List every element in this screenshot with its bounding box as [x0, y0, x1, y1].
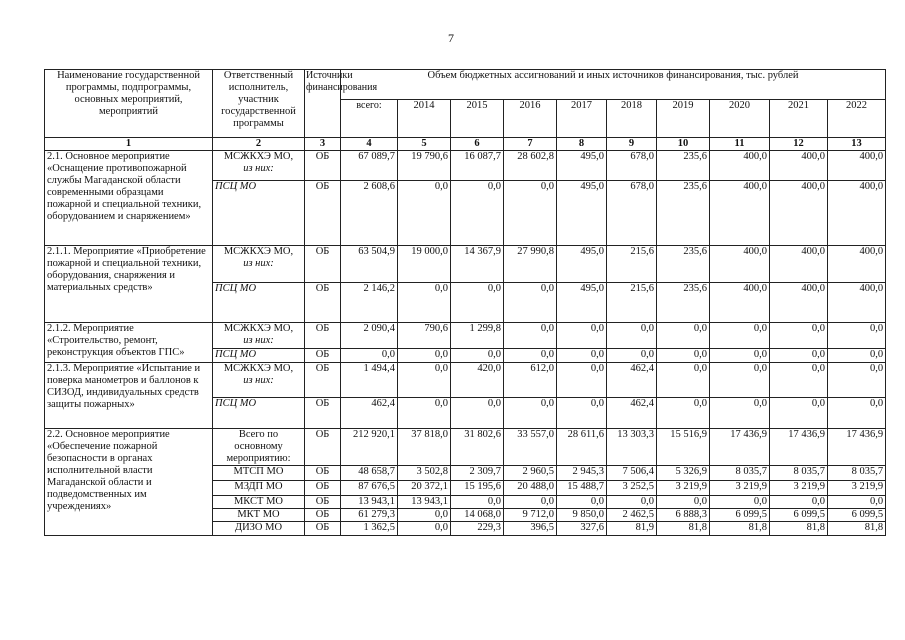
budget-table: [44, 69, 886, 536]
value-year: 400,0: [770, 246, 828, 283]
value-year: 0,0: [398, 283, 451, 323]
value-year: 400,0: [828, 246, 886, 283]
value-total: 1 494,4: [341, 363, 398, 398]
value-year: 495,0: [557, 283, 607, 323]
value-year: 16 087,7: [451, 151, 504, 181]
executor-name: МКТ МО: [237, 509, 280, 520]
value-year: 15 516,9: [657, 429, 710, 466]
value-total: 212 920,1: [341, 429, 398, 466]
value-year: 0,0: [607, 496, 657, 509]
header-year-2021: 2021: [770, 100, 828, 138]
value-year: 5 326,9: [657, 466, 710, 481]
value-year: 3 219,9: [770, 481, 828, 496]
value-year: 13 303,3: [607, 429, 657, 466]
value-year: 0,0: [451, 496, 504, 509]
value-year: 0,0: [657, 349, 710, 363]
header-executor: Ответственный исполнитель, участник государственной программы: [213, 70, 305, 138]
value-year: 0,0: [504, 496, 557, 509]
header-year-2014: 2014: [398, 100, 451, 138]
value-year: 0,0: [451, 398, 504, 429]
value-year: 9 850,0: [557, 509, 607, 522]
value-year: 31 802,6: [451, 429, 504, 466]
header-total: всего:: [341, 100, 398, 138]
column-number: 1: [45, 138, 213, 151]
value-year: 400,0: [770, 151, 828, 181]
value-year: 2 945,3: [557, 466, 607, 481]
header-year-2019: 2019: [657, 100, 710, 138]
value-year: 0,0: [607, 349, 657, 363]
activity-name: 2.1.1. Мероприятие «Приобретение пожарной и специальной техники, оборудования, снаряжения и материальных средств»: [45, 246, 213, 323]
value-year: 0,0: [828, 496, 886, 509]
value-year: 400,0: [710, 181, 770, 246]
value-year: 0,0: [398, 509, 451, 522]
value-total: 87 676,5: [341, 481, 398, 496]
value-year: 235,6: [657, 181, 710, 246]
executor-cell: [213, 363, 305, 398]
value-year: 0,0: [770, 323, 828, 349]
executor-cell: [213, 283, 305, 323]
value-year: 0,0: [770, 496, 828, 509]
value-year: 0,0: [710, 349, 770, 363]
value-year: 678,0: [607, 181, 657, 246]
header-year-2020: 2020: [710, 100, 770, 138]
table-row: [45, 323, 886, 349]
value-year: 33 557,0: [504, 429, 557, 466]
executor-name: МКСТ МО: [233, 496, 284, 507]
value-year: 400,0: [770, 283, 828, 323]
column-number-row: [45, 138, 886, 151]
activity-name: 2.2. Основное мероприятие «Обеспечение пожарной безопасности в органах исполнительной власти Магаданской области и подведомственных им учреждениях»: [45, 429, 213, 536]
executor-name: ПСЦ МО: [215, 398, 257, 409]
value-year: 0,0: [607, 323, 657, 349]
value-year: 2 960,5: [504, 466, 557, 481]
column-number: 4: [341, 138, 398, 151]
funding-source: ОБ: [305, 151, 341, 181]
executor-cell: [213, 481, 305, 496]
activity-name: 2.1.3. Мероприятие «Испытание и поверка манометров и баллонов к СИЗОД, индивидуальных средств защиты пожарных»: [45, 363, 213, 429]
value-year: 396,5: [504, 522, 557, 536]
value-year: 0,0: [398, 181, 451, 246]
value-year: 3 219,9: [828, 481, 886, 496]
value-year: 678,0: [607, 151, 657, 181]
executor-name: МСЖКХЭ МО,: [223, 151, 294, 162]
funding-source: ОБ: [305, 398, 341, 429]
value-year: 400,0: [828, 283, 886, 323]
value-year: 0,0: [657, 496, 710, 509]
value-year: 1 299,8: [451, 323, 504, 349]
column-number: 9: [607, 138, 657, 151]
executor-cell: [213, 398, 305, 429]
value-total: 1 362,5: [341, 522, 398, 536]
value-year: 0,0: [451, 349, 504, 363]
value-year: 0,0: [770, 349, 828, 363]
value-year: 2 462,5: [607, 509, 657, 522]
value-year: 612,0: [504, 363, 557, 398]
value-year: 13 943,1: [398, 496, 451, 509]
value-year: 81,8: [828, 522, 886, 536]
value-year: 462,4: [607, 398, 657, 429]
funding-source: ОБ: [305, 181, 341, 246]
value-total: 462,4: [341, 398, 398, 429]
column-number: 11: [710, 138, 770, 151]
value-year: 495,0: [557, 181, 607, 246]
value-year: 2 309,7: [451, 466, 504, 481]
value-year: 9 712,0: [504, 509, 557, 522]
funding-source: ОБ: [305, 509, 341, 522]
value-year: 0,0: [504, 349, 557, 363]
value-year: 0,0: [557, 398, 607, 429]
value-year: 0,0: [557, 349, 607, 363]
value-total: 2 146,2: [341, 283, 398, 323]
value-year: 0,0: [828, 323, 886, 349]
page-number: 7: [448, 31, 454, 45]
value-year: 28 611,6: [557, 429, 607, 466]
value-year: 20 372,1: [398, 481, 451, 496]
executor-subnote: из них:: [243, 335, 274, 346]
value-year: 8 035,7: [710, 466, 770, 481]
activity-name: 2.1. Основное мероприятие «Оснащение противопожарной службы Магаданской области современными образцами пожарной и специальной техники, оборудованием и снаряжением»: [45, 151, 213, 246]
value-year: 0,0: [398, 363, 451, 398]
value-total: 61 279,3: [341, 509, 398, 522]
value-year: 0,0: [770, 363, 828, 398]
funding-source: ОБ: [305, 283, 341, 323]
funding-source: ОБ: [305, 246, 341, 283]
value-year: 495,0: [557, 151, 607, 181]
funding-source: ОБ: [305, 522, 341, 536]
executor-cell: [213, 323, 305, 349]
value-year: 3 252,5: [607, 481, 657, 496]
value-year: 0,0: [657, 323, 710, 349]
executor-cell: [213, 246, 305, 283]
value-year: 3 502,8: [398, 466, 451, 481]
value-year: 6 888,3: [657, 509, 710, 522]
value-total: 2 090,4: [341, 323, 398, 349]
value-year: 81,8: [770, 522, 828, 536]
value-year: 215,6: [607, 283, 657, 323]
executor-cell: [213, 349, 305, 363]
executor-subnote: из них:: [243, 375, 274, 386]
value-year: 17 436,9: [770, 429, 828, 466]
value-year: 15 195,6: [451, 481, 504, 496]
value-year: 81,8: [710, 522, 770, 536]
value-year: 19 000,0: [398, 246, 451, 283]
executor-cell: [213, 522, 305, 536]
value-year: 0,0: [828, 363, 886, 398]
value-year: 235,6: [657, 246, 710, 283]
value-year: 0,0: [504, 181, 557, 246]
value-year: 3 219,9: [657, 481, 710, 496]
value-year: 0,0: [557, 363, 607, 398]
value-year: 0,0: [398, 349, 451, 363]
executor-cell: [213, 496, 305, 509]
executor-subnote: из них:: [243, 258, 274, 269]
executor-name: ПСЦ МО: [215, 181, 257, 192]
column-number: 6: [451, 138, 504, 151]
activity-name: 2.1.2. Мероприятие «Строительство, ремонт, реконструкция объектов ГПС»: [45, 323, 213, 363]
value-year: 0,0: [657, 363, 710, 398]
value-total: 2 608,6: [341, 181, 398, 246]
value-total: 13 943,1: [341, 496, 398, 509]
value-year: 215,6: [607, 246, 657, 283]
executor-name: МЗДП МО: [234, 481, 283, 492]
value-year: 495,0: [557, 246, 607, 283]
executor-cell: [213, 466, 305, 481]
value-year: 7 506,4: [607, 466, 657, 481]
value-year: 20 488,0: [504, 481, 557, 496]
value-year: 400,0: [770, 181, 828, 246]
header-volume: Объем бюджетных ассигнований и иных источников финансирования, тыс. рублей: [341, 70, 886, 100]
value-year: 27 990,8: [504, 246, 557, 283]
column-number: 10: [657, 138, 710, 151]
column-number: 5: [398, 138, 451, 151]
value-year: 0,0: [770, 398, 828, 429]
funding-source: ОБ: [305, 466, 341, 481]
executor-name: МСЖКХЭ МО,: [223, 323, 294, 334]
column-number: 2: [213, 138, 305, 151]
value-year: 0,0: [398, 522, 451, 536]
value-year: 462,4: [607, 363, 657, 398]
header-year-2017: 2017: [557, 100, 607, 138]
header-source: Источники финансирования: [305, 70, 341, 138]
column-number: 3: [305, 138, 341, 151]
funding-source: ОБ: [305, 363, 341, 398]
value-year: 0,0: [451, 283, 504, 323]
funding-source: ОБ: [305, 496, 341, 509]
value-year: 400,0: [828, 151, 886, 181]
value-year: 0,0: [828, 349, 886, 363]
value-year: 400,0: [710, 283, 770, 323]
value-year: 0,0: [710, 398, 770, 429]
value-year: 8 035,7: [770, 466, 828, 481]
funding-source: ОБ: [305, 349, 341, 363]
value-year: 0,0: [710, 363, 770, 398]
value-year: 6 099,5: [770, 509, 828, 522]
value-year: 400,0: [710, 246, 770, 283]
value-total: 67 089,7: [341, 151, 398, 181]
value-total: 0,0: [341, 349, 398, 363]
value-year: 0,0: [657, 398, 710, 429]
value-year: 0,0: [504, 398, 557, 429]
value-year: 400,0: [828, 181, 886, 246]
value-year: 790,6: [398, 323, 451, 349]
executor-name: МСЖКХЭ МО,: [223, 363, 294, 374]
column-number: 7: [504, 138, 557, 151]
funding-source: ОБ: [305, 323, 341, 349]
funding-source: ОБ: [305, 481, 341, 496]
value-year: 0,0: [710, 496, 770, 509]
value-year: 17 436,9: [828, 429, 886, 466]
value-year: 0,0: [398, 398, 451, 429]
value-year: 17 436,9: [710, 429, 770, 466]
executor-name: ПСЦ МО: [215, 283, 257, 294]
value-year: 235,6: [657, 283, 710, 323]
executor-name: МСЖКХЭ МО,: [223, 246, 294, 257]
table-row: [45, 246, 886, 283]
column-number: 8: [557, 138, 607, 151]
value-year: 229,3: [451, 522, 504, 536]
value-year: 0,0: [710, 323, 770, 349]
value-year: 3 219,9: [710, 481, 770, 496]
value-year: 14 367,9: [451, 246, 504, 283]
header-year-2018: 2018: [607, 100, 657, 138]
table-row: [45, 429, 886, 466]
table-row: [45, 151, 886, 181]
value-year: 0,0: [504, 323, 557, 349]
executor-name: МТСП МО: [233, 466, 284, 477]
header-name: Наименование государственной программы, подпрограммы, основных мероприятий, мероприятий: [45, 70, 213, 138]
header-year-2015: 2015: [451, 100, 504, 138]
value-year: 37 818,0: [398, 429, 451, 466]
value-year: 0,0: [451, 181, 504, 246]
value-year: 19 790,6: [398, 151, 451, 181]
value-year: 0,0: [557, 323, 607, 349]
value-year: 0,0: [828, 398, 886, 429]
value-total: 63 504,9: [341, 246, 398, 283]
value-year: 0,0: [504, 283, 557, 323]
funding-source: ОБ: [305, 429, 341, 466]
executor-cell: [213, 181, 305, 246]
value-year: 420,0: [451, 363, 504, 398]
value-year: 327,6: [557, 522, 607, 536]
value-year: 6 099,5: [710, 509, 770, 522]
executor-cell: [213, 429, 305, 466]
header-year-2016: 2016: [504, 100, 557, 138]
value-total: 48 658,7: [341, 466, 398, 481]
column-number: 12: [770, 138, 828, 151]
value-year: 15 488,7: [557, 481, 607, 496]
value-year: 81,9: [607, 522, 657, 536]
value-year: 0,0: [557, 496, 607, 509]
table-row: [45, 363, 886, 398]
value-year: 14 068,0: [451, 509, 504, 522]
executor-subnote: из них:: [243, 163, 274, 174]
value-year: 8 035,7: [828, 466, 886, 481]
executor-name: ПСЦ МО: [215, 349, 257, 360]
value-year: 6 099,5: [828, 509, 886, 522]
executor-name: Всего по основному мероприятию:: [226, 429, 291, 464]
column-number: 13: [828, 138, 886, 151]
header-year-2022: 2022: [828, 100, 886, 138]
value-year: 235,6: [657, 151, 710, 181]
value-year: 400,0: [710, 151, 770, 181]
value-year: 28 602,8: [504, 151, 557, 181]
value-year: 81,8: [657, 522, 710, 536]
executor-cell: [213, 509, 305, 522]
executor-cell: [213, 151, 305, 181]
executor-name: ДИЗО МО: [234, 522, 283, 533]
